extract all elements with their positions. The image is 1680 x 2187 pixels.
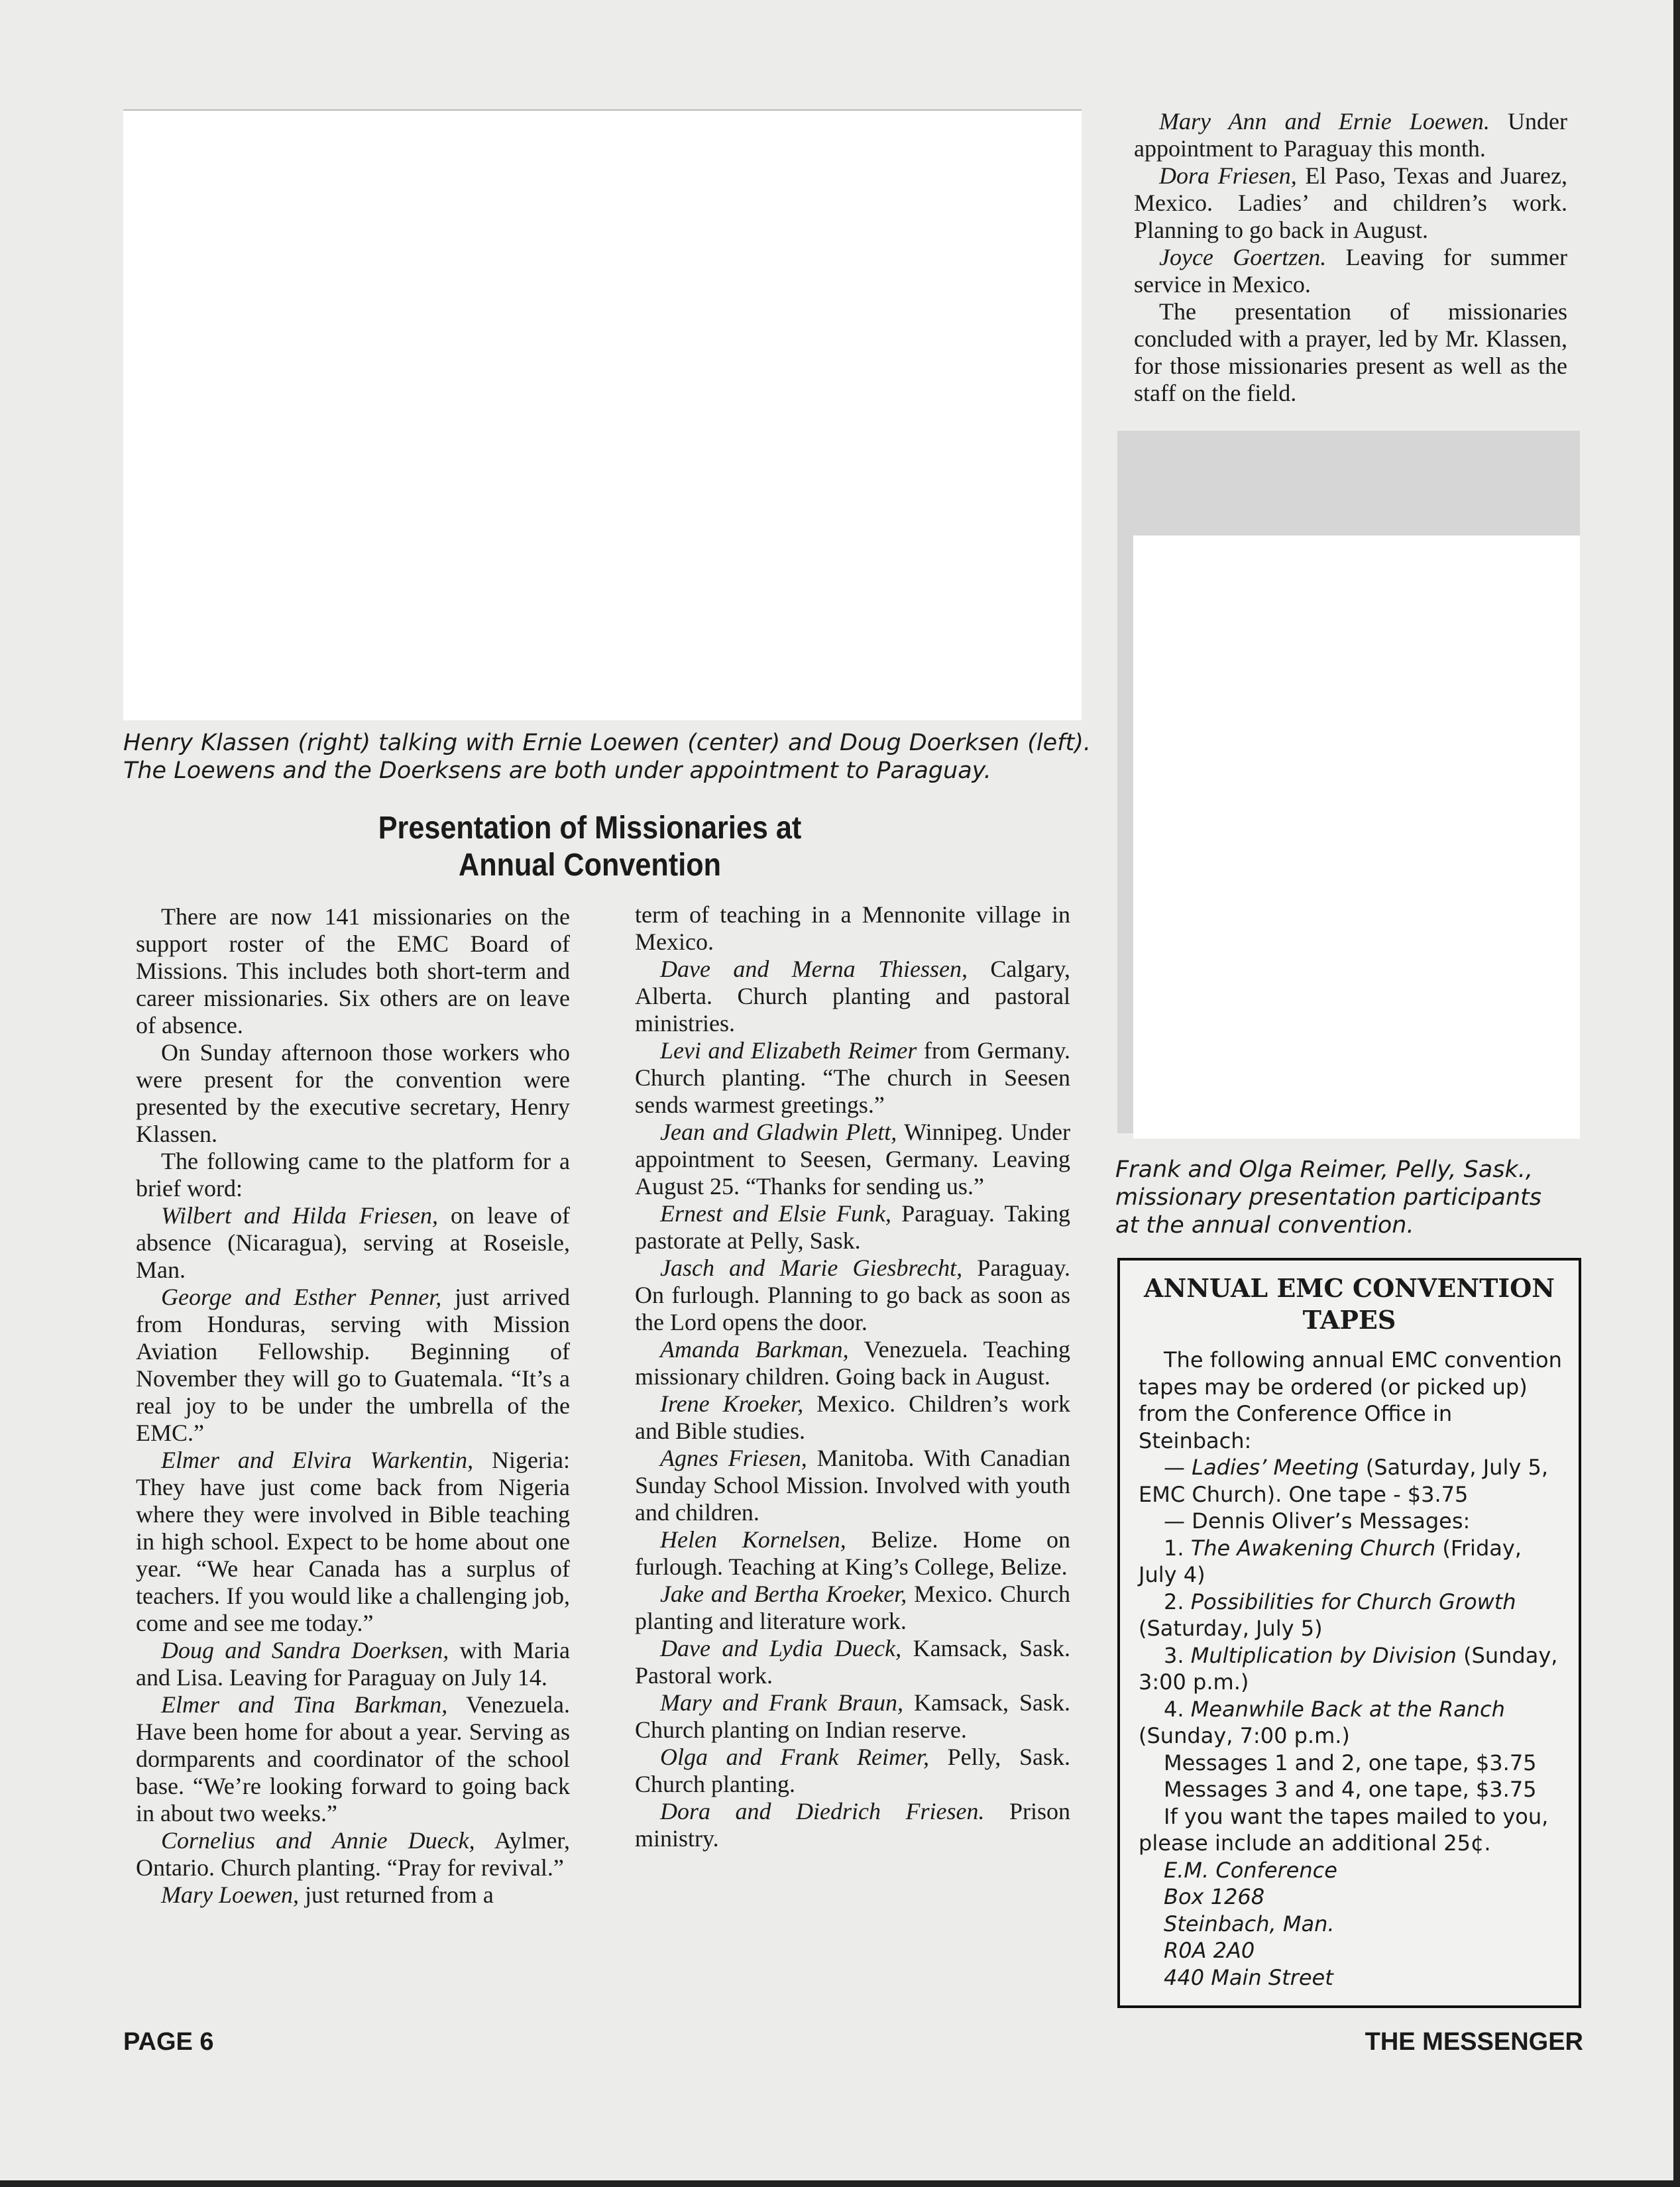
missionary-name: Levi and Elizabeth Reimer bbox=[660, 1037, 917, 1064]
missionary-name: Dora and Diedrich Friesen. bbox=[660, 1798, 985, 1824]
missionary-name: Jasch and Marie Giesbrecht, bbox=[660, 1255, 963, 1281]
article-headline bbox=[309, 810, 870, 884]
headline-line-2: Annual Convention bbox=[459, 848, 721, 883]
missionary-name: Mary Loewen, bbox=[161, 1881, 299, 1908]
box-body bbox=[1139, 1347, 1563, 1991]
missionary-entry: Dave and Merna Thiessen, Calgary, Alberta. Church planting and pastoral ministries. bbox=[635, 956, 1070, 1037]
missionary-entry: Doug and Sandra Doerksen, with Maria and Lisa. Leaving for Paraguay on July 14. bbox=[136, 1637, 570, 1691]
mailing-note: If you want the tapes mailed to you, please include an additional 25¢. bbox=[1139, 1803, 1549, 1856]
missionary-entry: Mary Ann and Ernie Loewen. Under appointment to Paraguay this month. bbox=[1134, 108, 1567, 162]
missionary-name: Elmer and Tina Barkman, bbox=[161, 1691, 448, 1718]
photo-caption-main: Henry Klassen (right) talking with Ernie Loewen (center) and Doug Doerksen (left). The Loewens and the Doerksens are both under appointment to Paraguay. bbox=[123, 730, 1091, 784]
missionary-name: Dora Friesen, bbox=[1159, 162, 1297, 189]
missionary-entry: Dora Friesen, El Paso, Texas and Juarez, Mexico. Ladies’ and children’s work. Planning to go back in August. bbox=[1134, 162, 1567, 243]
photo-caption-right: Frank and Olga Reimer, Pelly, Sask., missionary presentation participants at the annual convention. bbox=[1115, 1156, 1541, 1239]
paragraph: There are now 141 missionaries on the support roster of the EMC Board of Missions. This includes both short-term and career missionaries. Six others are on leave of absence. bbox=[136, 903, 570, 1038]
article-column-right bbox=[1134, 108, 1567, 407]
paragraph: The following came to the platform for a brief word: bbox=[136, 1148, 570, 1202]
paragraph-continued: term of teaching in a Mennonite village in Mexico. bbox=[635, 901, 1070, 955]
missionary-name: Mary Ann and Ernie Loewen. bbox=[1159, 108, 1490, 135]
tape-item: 4. Meanwhile Back at the Ranch (Sunday, 7:00 p.m.) bbox=[1139, 1696, 1505, 1748]
missionary-entry: Dave and Lydia Dueck, Kamsack, Sask. Pastoral work. bbox=[635, 1635, 1070, 1689]
box-intro: The following annual EMC convention tapes may be ordered (or picked up) from the Conference Office in Steinbach: bbox=[1139, 1347, 1562, 1453]
missionary-name: Mary and Frank Braun, bbox=[660, 1689, 903, 1716]
missionary-entry: Jasch and Marie Giesbrecht, Paraguay. On furlough. Planning to go back as soon as the Lord opens the door. bbox=[635, 1255, 1070, 1335]
missionary-entry: Elmer and Elvira Warkentin, Nigeria: They have just come back from Nigeria where they were involved in Bible teaching in high school. Expect to be home about one year. “We hear Canada has a surplus of teachers. If you would like a challenging job, come and see me today.” bbox=[136, 1447, 570, 1636]
address-line: E.M. Conference bbox=[1164, 1857, 1337, 1883]
paragraph: On Sunday afternoon those workers who were present for the convention were presented by the executive secretary, Henry Klassen. bbox=[136, 1039, 570, 1147]
missionary-entry: Joyce Goertzen. Leaving for summer service in Mexico. bbox=[1134, 244, 1568, 298]
missionary-name: Jake and Bertha Kroeker, bbox=[660, 1581, 907, 1607]
tape-item: 3. Multiplication by Division (Sunday, 3:00 p.m.) bbox=[1139, 1642, 1558, 1695]
missionary-entry: Wilbert and Hilda Friesen, on leave of absence (Nicaragua), serving at Roseisle, Man. bbox=[136, 1202, 570, 1283]
missionary-name: Agnes Friesen, bbox=[660, 1445, 807, 1471]
tape-price: Messages 3 and 4, one tape, $3.75 bbox=[1164, 1777, 1537, 1802]
missionary-entry: Irene Kroeker, Mexico. Children’s work and Bible studies. bbox=[635, 1390, 1071, 1444]
missionary-entry: Jean and Gladwin Plett, Winnipeg. Under appointment to Seesen, Germany. Leaving August 25. “Thanks for sending us.” bbox=[635, 1119, 1070, 1200]
tape-item: 2. Possibilities for Church Growth (Saturday, July 5) bbox=[1139, 1589, 1516, 1641]
photo-frank-olga-reimer bbox=[1133, 535, 1580, 1139]
missionary-entry: Agnes Friesen, Manitoba. With Canadian Sunday School Mission. Involved with youth and children. bbox=[635, 1445, 1071, 1526]
missionary-entry: Mary Loewen, just returned from a bbox=[161, 1881, 494, 1908]
address-line: 440 Main Street bbox=[1164, 1964, 1333, 1990]
missionary-entry: Dora and Diedrich Friesen. Prison ministry. bbox=[635, 1798, 1070, 1852]
missionary-entry: Amanda Barkman, Venezuela. Teaching missionary children. Going back in August. bbox=[635, 1336, 1070, 1390]
convention-tapes-box bbox=[1117, 1258, 1581, 2008]
publication-name: THE MESSENGER bbox=[1365, 2028, 1583, 2056]
missionary-name: Helen Kornelsen, bbox=[660, 1526, 846, 1553]
missionary-entry: Olga and Frank Reimer, Pelly, Sask. Church planting. bbox=[635, 1744, 1070, 1797]
photo-henry-klassen bbox=[123, 109, 1082, 720]
missionary-name: Elmer and Elvira Warkentin, bbox=[161, 1447, 474, 1473]
missionary-name: Dave and Lydia Dueck, bbox=[660, 1635, 902, 1661]
box-title: ANNUAL EMC CONVENTION TAPES bbox=[1143, 1273, 1555, 1335]
missionary-name: Amanda Barkman, bbox=[660, 1336, 849, 1363]
paragraph: The presentation of missionaries concluded with a prayer, led by Mr. Klassen, for those missionaries present as well as the staff on the field. bbox=[1134, 298, 1567, 406]
missionary-name: George and Esther Penner, bbox=[161, 1284, 442, 1310]
missionary-name: Jean and Gladwin Plett, bbox=[660, 1119, 897, 1145]
missionary-name: Joyce Goertzen. bbox=[1159, 244, 1327, 270]
headline-line-1: Presentation of Missionaries at bbox=[378, 811, 802, 846]
missionary-name: Olga and Frank Reimer, bbox=[660, 1744, 929, 1770]
address-line: R0A 2A0 bbox=[1164, 1938, 1255, 1963]
missionary-entry: George and Esther Penner, just arrived from Honduras, serving with Mission Aviation Fellowship. Beginning of November they will go to Guatemala. “It’s a real joy to be under the umbrella of the EMC.” bbox=[136, 1284, 570, 1446]
missionary-name: Dave and Merna Thiessen, bbox=[660, 956, 968, 982]
tape-item: — Dennis Oliver’s Messages: bbox=[1164, 1508, 1471, 1534]
missionary-entry: Helen Kornelsen, Belize. Home on furlough. Teaching at King’s College, Belize. bbox=[635, 1526, 1070, 1580]
missionary-entry: Levi and Elizabeth Reimer from Germany. Church planting. “The church in Seesen sends warmest greetings.” bbox=[635, 1037, 1071, 1118]
address-line: Steinbach, Man. bbox=[1164, 1911, 1335, 1936]
missionary-name: Cornelius and Annie Dueck, bbox=[161, 1827, 475, 1854]
article-column-middle bbox=[635, 901, 1070, 1852]
tape-item: — Ladies’ Meeting (Saturday, July 5, EMC Church). One tape - $3.75 bbox=[1139, 1455, 1548, 1507]
missionary-name: Irene Kroeker, bbox=[660, 1390, 804, 1417]
missionary-name: Doug and Sandra Doerksen, bbox=[161, 1637, 449, 1663]
missionary-entry: Elmer and Tina Barkman, Venezuela. Have been home for about a year. Serving as dormparents and coordinator of the school base. “We’re looking forward to going back in about two weeks.” bbox=[136, 1691, 570, 1826]
article-column-left bbox=[136, 903, 570, 1909]
missionary-name: Wilbert and Hilda Friesen, bbox=[161, 1202, 439, 1229]
missionary-entry: Cornelius and Annie Dueck, Aylmer, Ontario. Church planting. “Pray for revival.” bbox=[136, 1827, 570, 1881]
tape-item: 1. The Awakening Church (Friday, July 4) bbox=[1139, 1535, 1522, 1587]
missionary-name: Ernest and Elsie Funk, bbox=[660, 1200, 891, 1227]
tape-price: Messages 1 and 2, one tape, $3.75 bbox=[1164, 1750, 1537, 1775]
missionary-entry: Mary and Frank Braun, Kamsack, Sask. Church planting on Indian reserve. bbox=[635, 1689, 1070, 1743]
missionary-entry: Ernest and Elsie Funk, Paraguay. Taking pastorate at Pelly, Sask. bbox=[635, 1200, 1070, 1254]
page-number: PAGE 6 bbox=[123, 2028, 214, 2056]
missionary-entry: Jake and Bertha Kroeker, Mexico. Church planting and literature work. bbox=[635, 1581, 1070, 1634]
address-line: Box 1268 bbox=[1164, 1884, 1265, 1909]
